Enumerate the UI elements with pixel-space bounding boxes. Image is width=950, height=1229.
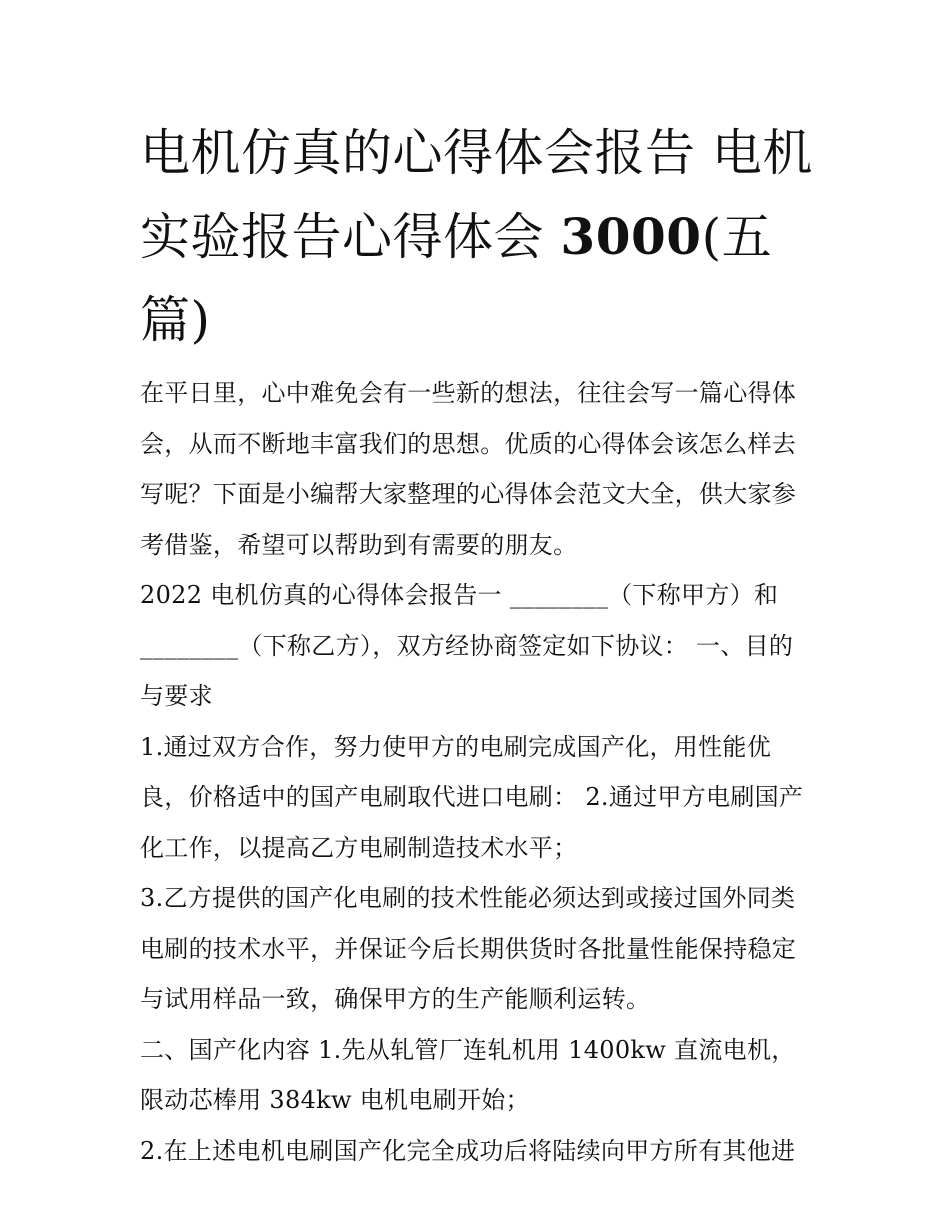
title-line-2-suffix: (五篇) (140, 208, 773, 349)
agreement-paragraph: 2022 电机仿真的心得体会报告一 ________（下称甲方）和 ________（下称乙方），双方经协商签定如下协议： 一、目的与要求 (140, 581, 794, 710)
section-2-paragraph: 二、国产化内容 1.先从轧管厂连轧机用 1400kw 直流电机，限动芯棒用 384kw 电机电刷开始； (140, 1035, 796, 1114)
document-title (140, 112, 814, 362)
clause-1-paragraph: 1.通过双方合作，努力使甲方的电刷完成国产化，用性能优良，价格适中的国产电刷取代进口电刷： 2.通过甲方电刷国产化工作，以提高乙方电刷制造技术水平； (140, 732, 804, 862)
title-line-2-text: 实验报告心得体会 (140, 208, 561, 266)
title-line-1: 电机仿真的心得体会报告 电机 (140, 124, 813, 182)
title-line-2-number: 3000 (560, 207, 702, 266)
intro-paragraph: 在平日里，心中难免会有一些新的想法，往往会写一篇心得体会，从而不断地丰富我们的思想。优质的心得体会该怎么样去写呢？下面是小编帮大家整理的心得体会范文大全，供大家参考借鉴，希望可以帮助到有需要的朋友。 (140, 379, 797, 559)
section-2-item-2-paragraph: 2.在上述电机电刷国产化完全成功后将陆续向甲方所有其他进 (140, 1136, 796, 1165)
clause-3-paragraph: 3.乙方提供的国产化电刷的技术性能必须达到或接过国外同类电刷的技术水平，并保证今后长期供货时各批量性能保持稳定与试用样品一致，确保甲方的生产能顺利运转。 (140, 884, 797, 1013)
